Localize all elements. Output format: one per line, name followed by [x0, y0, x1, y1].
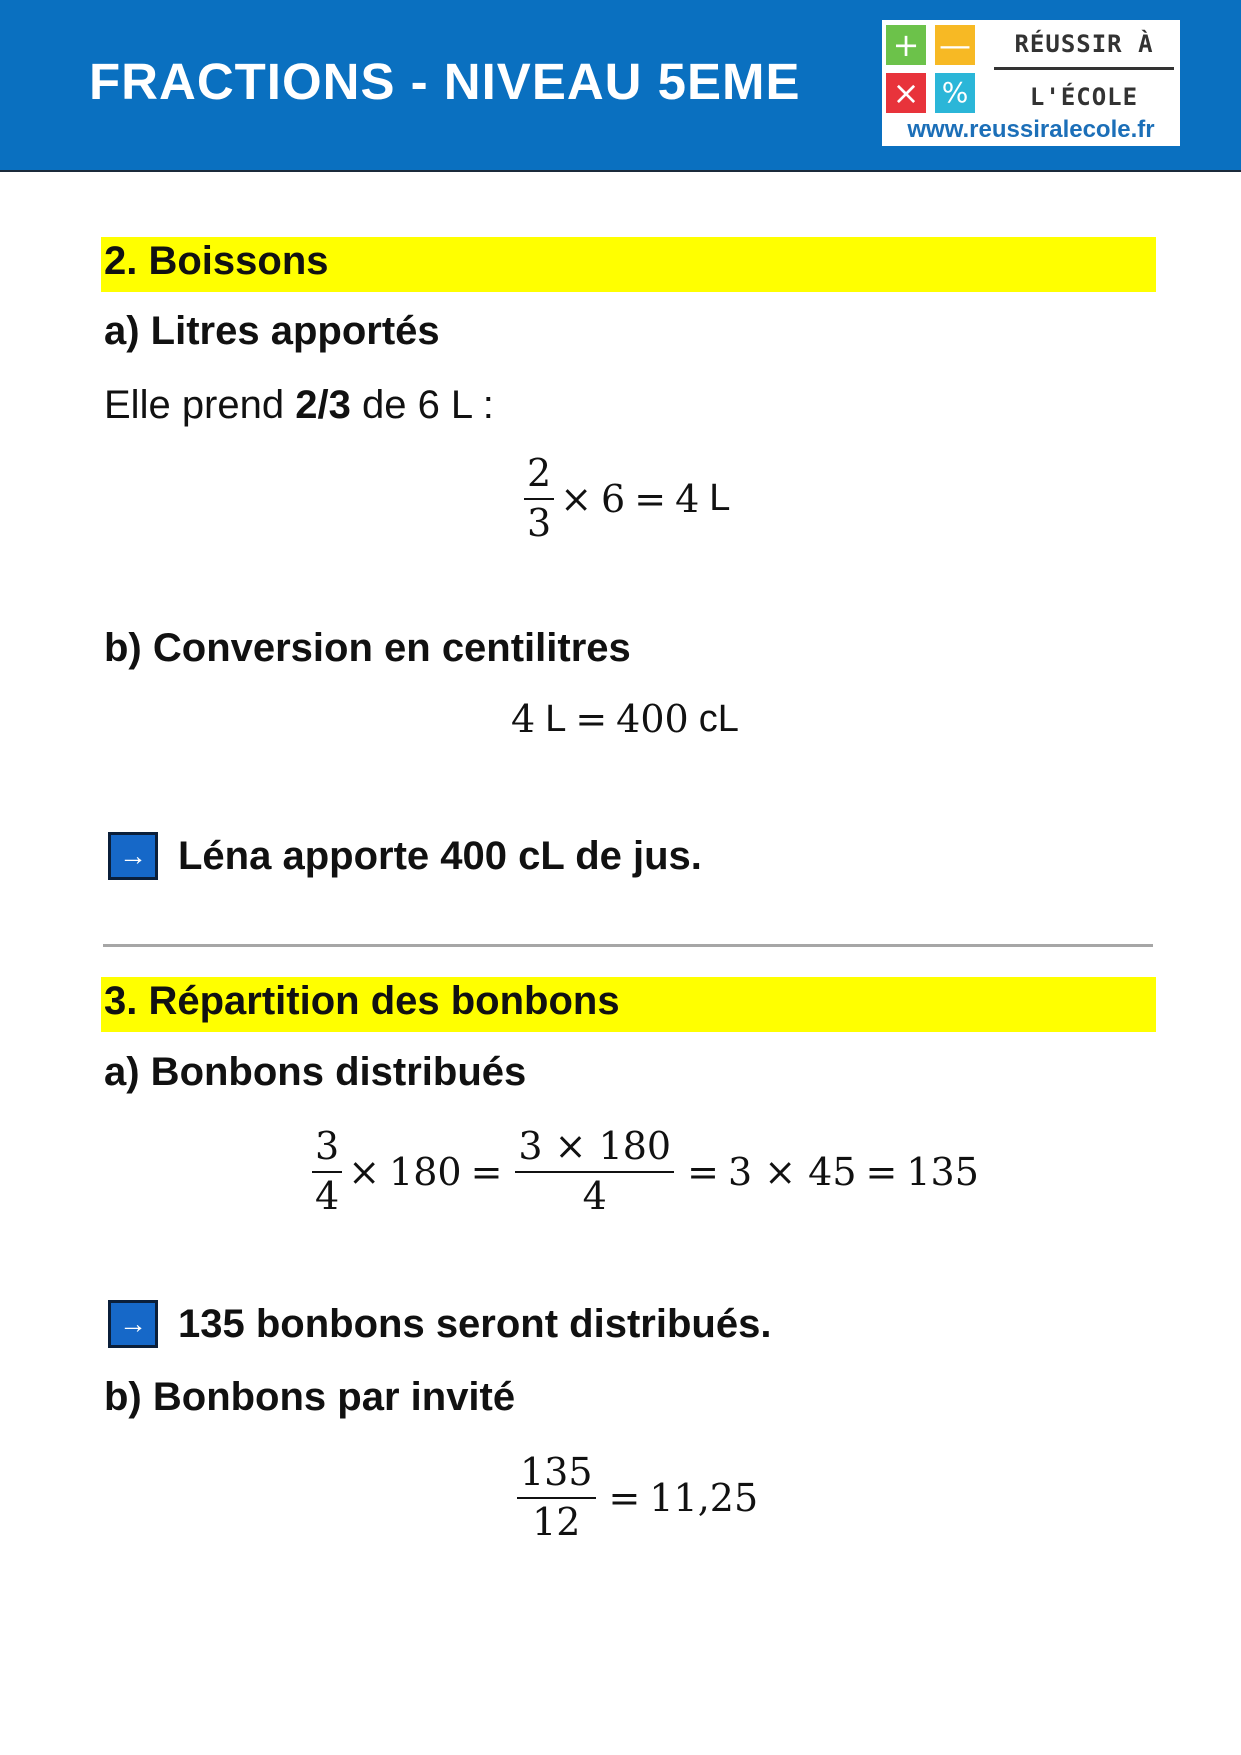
times-icon: ×: [886, 73, 926, 113]
fraction-numerator: 135: [520, 1450, 593, 1494]
equation-bonbons: [308, 1123, 979, 1220]
equals-operator: =: [575, 697, 608, 741]
section-divider: [103, 944, 1153, 947]
arrow-right-icon: →: [108, 1300, 158, 1348]
logo-divider: [994, 67, 1174, 70]
site-logo[interactable]: [882, 20, 1180, 146]
operand-6: 6: [601, 476, 626, 521]
simplified-product: 3 × 45: [727, 1149, 857, 1194]
equals-operator: =: [470, 1149, 503, 1194]
left-unit: L: [545, 697, 567, 740]
section3-conclusion: [108, 1300, 771, 1348]
section2-part-a-statement: [104, 383, 494, 428]
equals-operator: =: [608, 1475, 641, 1520]
equals-operator: =: [634, 476, 667, 521]
fraction-product: [515, 1123, 674, 1220]
fraction-denominator: 12: [517, 1497, 596, 1547]
fraction-denominator: 4: [515, 1171, 674, 1221]
section3-part-b-heading: b) Bonbons par invité: [104, 1375, 516, 1419]
fraction-numerator: 2: [527, 451, 552, 495]
equation-conversion: [511, 697, 739, 741]
fraction-3-4: [312, 1123, 342, 1220]
section3-title: 3. Répartition des bonbons: [104, 979, 620, 1023]
section2-conclusion-text: Léna apporte 400 cL de jus.: [178, 833, 702, 878]
times-operator: ×: [348, 1149, 381, 1194]
section3-part-a-heading: a) Bonbons distribués: [104, 1050, 527, 1094]
equals-operator: =: [865, 1149, 898, 1194]
statement-text-before: Elle prend: [104, 383, 296, 427]
result-value: 11,25: [649, 1475, 759, 1520]
section2-conclusion: [108, 832, 702, 880]
fraction-denominator: 3: [524, 498, 554, 548]
right-value: 400: [616, 697, 689, 741]
percent-icon: %: [935, 73, 975, 113]
statement-text-after: de 6 L :: [350, 383, 494, 427]
result-unit: L: [709, 477, 731, 519]
fraction-denominator: 4: [312, 1171, 342, 1221]
result-value: 4: [675, 476, 700, 521]
logo-line2: L'ÉCOLE: [1029, 83, 1139, 111]
times-operator: ×: [560, 476, 593, 521]
right-unit: cL: [698, 697, 739, 740]
equation-per-guest: [513, 1449, 758, 1546]
page-title: FRACTIONS - NIVEAU 5EME: [89, 53, 801, 110]
logo-url-link[interactable]: www.reussiralecole.fr: [907, 116, 1155, 143]
fraction-numerator: 3: [315, 1124, 340, 1168]
section2-title: 2. Boissons: [104, 239, 329, 283]
section3-conclusion-text: 135 bonbons seront distribués.: [178, 1301, 772, 1346]
arrow-right-icon: →: [108, 832, 158, 880]
result-value: 135: [906, 1149, 979, 1194]
plus-icon: +: [886, 25, 926, 65]
operand-180: 180: [389, 1149, 462, 1194]
page-header: [0, 0, 1241, 172]
statement-fraction: 2/3: [295, 383, 351, 427]
section2-part-b-heading: b) Conversion en centilitres: [104, 626, 631, 670]
fraction-2-3: [524, 450, 554, 547]
fraction-numerator: 3 × 180: [518, 1124, 672, 1168]
left-value: 4: [511, 697, 536, 741]
minus-icon: —: [935, 25, 975, 65]
equals-operator: =: [687, 1149, 719, 1194]
fraction-135-12: [517, 1449, 596, 1546]
section2-part-a-heading: a) Litres apportés: [104, 309, 440, 353]
equation-litres: [520, 450, 730, 547]
logo-line1: RÉUSSIR À: [1014, 30, 1154, 58]
